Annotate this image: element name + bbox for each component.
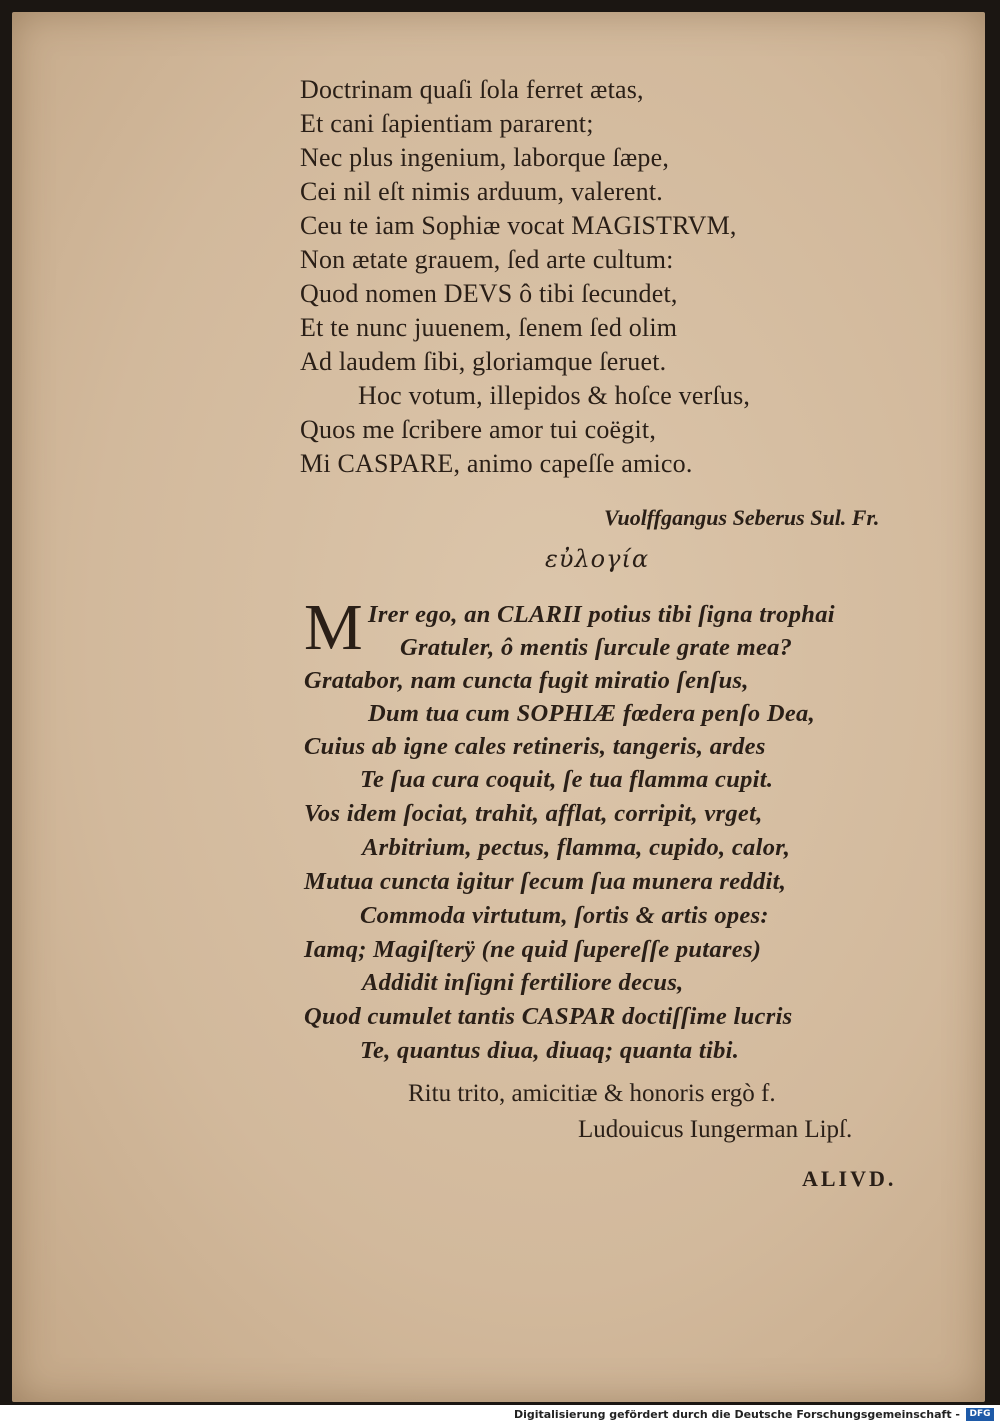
poem2-author: Ludouicus Iungerman Lipſ. (578, 1116, 853, 1143)
poem2-line-9: Mutua cuncta igitur ſecum ſua munera reddit, (304, 868, 787, 895)
greek-heading: εὐλογία (545, 545, 650, 573)
poem2-line-8: Arbitrium, pectus, flamma, cupido, calor, (362, 834, 791, 861)
poem2-line-14: Te, quantus diua, diuaq; quanta tibi. (360, 1037, 740, 1064)
poem1-line-6: Non ætate grauem, ſed arte cultum: (300, 245, 674, 274)
poem2-line-10: Commoda virtutum, ſortis & artis opes: (360, 902, 769, 929)
poem1-line-8: Et te nunc juuenem, ſenem ſed olim (300, 313, 678, 342)
poem2-line-11: Iamq; Magiſterÿ (ne quid ſupereſſe putares) (304, 936, 762, 963)
dropcap-initial: M (304, 591, 363, 664)
poem2-line-7: Vos idem ſociat, trahit, afflat, corripit, vrget, (304, 800, 763, 827)
digitization-footer (0, 1405, 1000, 1425)
poem2-line-12: Addidit inſigni fertiliore decus, (362, 969, 684, 996)
poem1-signature: Vuolffgangus Seberus Sul. Fr. (604, 505, 880, 530)
poem1-line-7: Quod nomen DEVS ô tibi ſecundet, (300, 279, 678, 308)
poem1-line-3: Nec plus ingenium, laborque ſæpe, (300, 143, 670, 172)
poem1-line-11: Quos me ſcribere amor tui coëgit, (300, 415, 657, 444)
poem2-closing: Ritu trito, amicitiæ & honoris ergò f. (408, 1080, 776, 1107)
poem2-line-13: Quod cumulet tantis CASPAR doctiſſime lucris (304, 1003, 793, 1030)
poem2-line-1: Irer ego, an CLARII potius tibi ſigna trophai (368, 601, 835, 628)
poem1-line-9: Ad laudem ſibi, gloriamque ſeruet. (300, 347, 667, 376)
poem2-line-2: Gratuler, ô mentis ſurcule grate mea? (400, 634, 793, 661)
poem1-line-2: Et cani ſapientiam pararent; (300, 109, 594, 138)
poem1-line-5: Ceu te iam Sophiæ vocat MAGISTRVM, (300, 211, 737, 240)
poem2-line-6: Te ſua cura coquit, ſe tua flamma cupit. (360, 766, 774, 793)
footer-credit: Digitalisierung gefördert durch die Deutsche Forschungsgemeinschaft - (513, 1408, 960, 1421)
catchword: ALIVD. (802, 1166, 897, 1191)
dfg-logo-icon: DFG (966, 1408, 994, 1421)
poem1-line-1: Doctrinam quaſi ſola ferret ætas, (300, 75, 644, 104)
poem2-line-4: Dum tua cum SOPHIÆ fœdera penſo Dea, (368, 700, 816, 727)
poem2-line-5: Cuius ab igne cales retineris, tangeris, ardes (304, 733, 766, 760)
poem1-line-10: Hoc votum, illepidos & hoſce verſus, (358, 381, 751, 410)
poem2-line-3: Gratabor, nam cuncta fugit miratio ſenſus, (304, 667, 749, 694)
poem1-line-4: Cei nil eſt nimis arduum, valerent. (300, 177, 663, 206)
poem1-line-12: Mi CASPARE, animo capeſſe amico. (300, 449, 693, 478)
